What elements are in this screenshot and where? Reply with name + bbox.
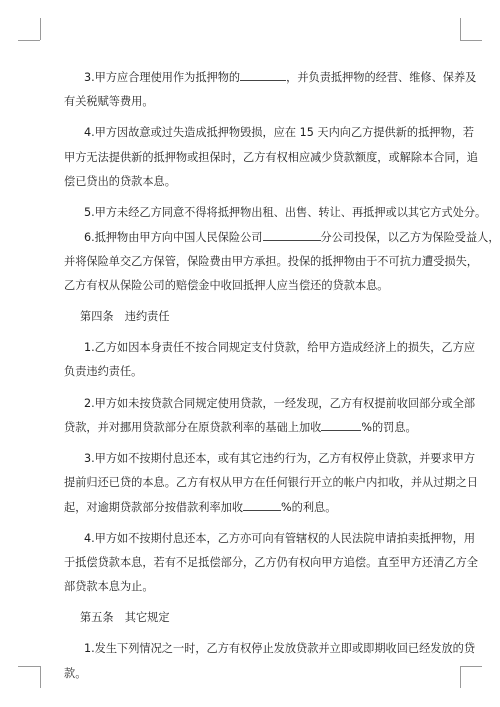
crop-mark-bottom-right-v — [460, 666, 461, 688]
text-line: 提前归还已贷的本息。乙方有权从甲方在任何银行开立的帐户内扣收，并从过期之日 — [64, 476, 478, 489]
crop-mark-bottom-right — [460, 666, 482, 667]
text-line: 乙方有权从保险公司的赔偿金中收回抵押人应当偿还的贷款本息。 — [64, 279, 389, 292]
text-line: 部贷款本息为止。 — [64, 580, 154, 593]
text-line: 4.甲方因故意或过失造成抵押物毁损，应在 15 天内向乙方提供新的抵押物，若 — [84, 126, 475, 139]
crop-mark-top-left — [18, 40, 40, 41]
text-line: 1.乙方如因本身责任不按合同规定支付贷款，给甲方造成经济上的损失，乙方应 — [84, 341, 476, 354]
text-line: 款。 — [64, 667, 87, 680]
blank-underline — [321, 418, 361, 431]
text-line: 4.甲方如不按期付息还本，乙方亦可向有管辖权的人民法院申请拍卖抵押物，用 — [84, 532, 476, 545]
text-line: 3.甲方如不按期付息还本，或有其它违约行为，乙方有权停止贷款，并要求甲方 — [84, 452, 476, 465]
crop-mark-top-right-v — [460, 18, 461, 40]
text-line: 起，对逾期贷款部分按借款利率加收 %的利息。 — [64, 496, 336, 519]
text-line: 有关税赋等费用。 — [64, 95, 154, 108]
text-line: 甲方无法提供新的抵押物或担保时，乙方有权相应减少贷款额度，或解除本合同，追 — [64, 151, 478, 164]
text-line: 2.甲方如未按贷款合同规定使用贷款，一经发现，乙方有权提前收回部分或全部 — [84, 397, 476, 410]
section-heading: 第四条 违约责任 — [80, 310, 170, 323]
blank-underline — [243, 498, 281, 511]
text-line: 5.甲方未经乙方同意不得将抵押物出租、出售、转让、再抵押或以其它方式处分。 — [84, 206, 487, 219]
blank-underline — [240, 68, 286, 81]
text-line: 偿已贷出的贷款本息。 — [64, 175, 176, 188]
text-line: 贷款，并对挪用贷款部分在原贷款利率的基础上加收 %的罚息。 — [64, 416, 417, 439]
crop-mark-top-left-v — [40, 18, 41, 40]
text-line: 并将保险单交乙方保管，保险费由甲方承担。投保的抵押物由于不可抗力遭受损失， — [64, 255, 478, 268]
crop-mark-bottom-left — [18, 666, 40, 667]
text-line: 于抵偿贷款本息，若有不足抵偿部分，乙方仍有权向甲方追偿。直至甲方还清乙方全 — [64, 556, 478, 569]
text-line: 3.甲方应合理使用作为抵押物的 ，并负责抵押物的经营、维修、保养及 — [84, 66, 476, 89]
text-line: 6.抵押物由甲方向中国人民保险公司 分公司投保，以乙方为保险受益人， — [84, 226, 500, 249]
text-line: 负责违约责任。 — [64, 365, 143, 378]
section-heading: 第五条 其它规定 — [80, 611, 170, 624]
crop-mark-bottom-left-v — [40, 666, 41, 688]
text-line: 1.发生下列情况之一时，乙方有权停止发放贷款并立即或即期收回已经发放的贷 — [84, 642, 476, 655]
blank-underline — [263, 228, 321, 241]
crop-mark-top-right — [460, 40, 482, 41]
